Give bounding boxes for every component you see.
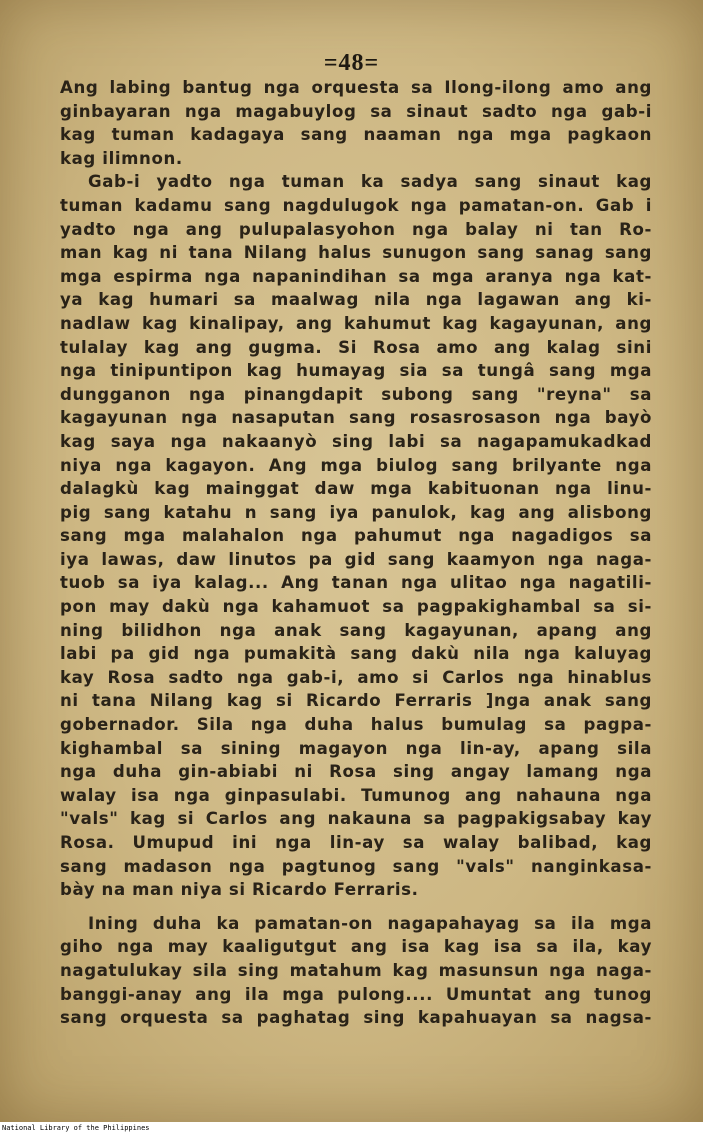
text-line: sang mga malahalon nga pahumut nga nagadigos sa (60, 526, 652, 546)
text-line: pig sang katahu n sang iya panulok, kag ang alisbong (60, 502, 652, 522)
text-line: Rosa. Umupud ini nga lin-ay sa walay balibad, kag (60, 833, 652, 852)
text-line: dalagkù kag mainggat daw mga kabituonan nga linu- (60, 479, 652, 499)
text-line: tuob sa iya kalag... Ang tanan nga ulitao nga nagatili- (60, 573, 652, 593)
text-line: Ang labing bantug nga orquesta sa Ilong-ilong amo ang (60, 78, 652, 97)
text-line: ning bilidhon nga anak sang kagayunan, apang ang (60, 620, 652, 640)
text-line: "vals" kag si Carlos ang nakauna sa pagpakigsabay kay (60, 809, 652, 829)
library-credit: National Library of the Philippines (2, 1124, 150, 1132)
text-line: mga espirma nga napanindihan sa mga aranya nga kat- (60, 266, 652, 286)
text-line: kagayunan nga nasaputan sang rosasrosason nga bayò (60, 408, 652, 428)
text-line: tuman kadamu sang nagdulugok nga pamatan-on. Gab i (60, 195, 652, 215)
text-line: kay Rosa sadto nga gab-i, amo si Carlos nga hinablus (60, 667, 652, 687)
text-line: labi pa gid nga pumakità sang dakù nila nga kaluyag (60, 644, 652, 664)
text-line: banggi-anay ang ila mga pulong.... Umuntat ang tunog (60, 984, 652, 1004)
text-line: man kag ni tana Nilang halus sunugon sang sanag sang (60, 243, 652, 263)
text-line: kag saya nga nakaanyò sing labi sa nagapamukadkad (60, 431, 652, 451)
text-line: ya kag humari sa maalwag nila nga lagawan ang ki- (60, 290, 652, 310)
text-line: ginbayaran nga magabuylog sa sinaut sadto nga gab-i (60, 101, 652, 121)
text-line: sang orquesta sa paghatag sing kapahuayan sa nagsa- (60, 1008, 652, 1028)
text-line: kighambal sa sining magayon nga lin-ay, apang sila (60, 738, 652, 758)
text-line: walay isa nga ginpasulabi. Tumunog ang nahauna nga (60, 785, 652, 805)
text-line: pon may dakù nga kahamuot sa pagpakighambal sa si- (60, 597, 652, 617)
text-line: gobernador. Sila nga duha halus bumulag sa pagpa- (60, 715, 652, 735)
text-line: kag tuman kadagaya sang naaman nga mga pagkaon (60, 125, 652, 145)
text-line: yadto nga ang pulupalasyohon nga balay ni tan Ro- (60, 219, 652, 239)
text-line: ni tana Nilang kag si Ricardo Ferraris ]nga anak sang (60, 691, 652, 711)
text-line: giho nga may kaaligutgut ang isa kag isa sa ila, kay (60, 937, 652, 957)
text-line: nga duha gin-abiabi ni Rosa sing angay lamang nga (60, 762, 652, 782)
text-line: nadlaw kag kinalipay, ang kahumut kag kagayunan, ang (60, 313, 652, 333)
text-line: sang madason nga pagtunog sang "vals" nanginkasa- (60, 856, 652, 876)
text-line: niya nga kagayon. Ang mga biulog sang brilyante nga (60, 455, 652, 475)
text-line: iya lawas, daw linutos pa gid sang kaamyon nga naga- (60, 549, 652, 569)
text-line: Ining duha ka pamatan-on nagapahayag sa ila mga (88, 913, 652, 933)
text-line: kag ilimnon. (60, 148, 183, 168)
text-line: Gab-i yadto nga tuman ka sadya sang sinaut kag (88, 172, 652, 192)
text-line: nagatulukay sila sing matahum kag masunsun nga naga- (60, 960, 652, 980)
page-number: =48= (323, 50, 380, 76)
text-line: dungganon nga pinangdapit subong sang "reyna" sa (60, 384, 652, 404)
page-text (60, 76, 652, 1030)
text-line: bày na man niya si Ricardo Ferraris. (60, 880, 419, 900)
text-line: tulalay kag ang gugma. Si Rosa amo ang kalag sini (60, 337, 652, 357)
text-line: nga tinipuntipon kag humayag sia sa tungâ sang mga (60, 361, 652, 381)
